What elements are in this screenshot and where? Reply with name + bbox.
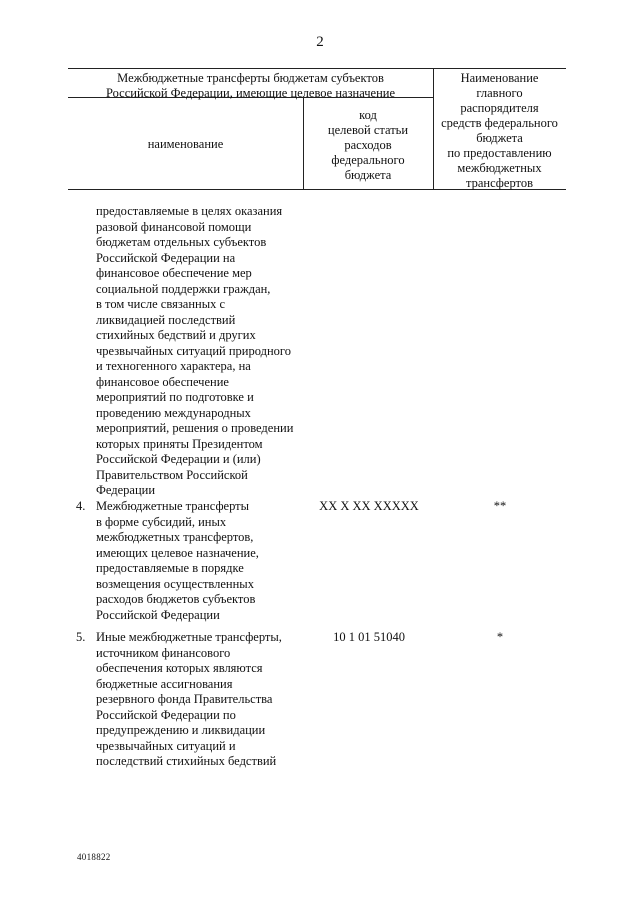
- row-continuation-text: предоставляемые в целях оказания разовой финансовой помощи бюджетам отдельных субъектов Российской Федерации на финансовое обеспечение мер социальной поддержки граждан, в том числе связанных с ликвидацией последствий стихийных бедствий и других чрезвычайных ситуаций природного и техногенного характера, на финансовое обеспечение мероприятий по подготовке и проведению международных мероприятий, решения о проведении которых приняты Президентом Российской Федерации и (или) Правительством Российской Федерации: [96, 204, 294, 497]
- footer-document-code: 4018822: [77, 852, 111, 862]
- header-col-name: наименование: [147, 137, 224, 151]
- row-4-code: XX X XX XXXXX: [319, 499, 419, 513]
- row-5-mark: *: [496, 630, 504, 644]
- header-top-rule: [68, 68, 566, 69]
- row-5-number: 5.: [76, 630, 86, 644]
- page-number: 2: [316, 34, 324, 50]
- header-col-distributor: Наименование главного распорядителя средств федерального бюджета по предоставлению межбюджетных трансфертов: [441, 71, 558, 190]
- header-group-title: Межбюджетные трансферты бюджетам субъектов Российской Федерации, имеющие целевое назначение: [105, 71, 396, 100]
- row-5-code: 10 1 01 51040: [333, 630, 405, 644]
- header-col-code: код целевой статьи расходов федерального бюджета: [327, 108, 409, 182]
- row-5-text: Иные межбюджетные трансферты, источником финансового обеспечения которых являются бюджетные ассигнования резервного фонда Правительства Российской Федерации по предупреждению и ликвидации чрезвычайных ситуаций и последствий стихийных бедствий: [96, 630, 282, 768]
- row-4-number: 4.: [76, 499, 86, 513]
- row-4-text: Межбюджетные трансферты в форме субсидий, иных межбюджетных трансфертов, имеющих целевое назначение, предоставляемые в порядке возмещения осуществленных расходов бюджетов субъектов Российской Федерации: [96, 499, 259, 622]
- row-4-mark: **: [493, 499, 507, 513]
